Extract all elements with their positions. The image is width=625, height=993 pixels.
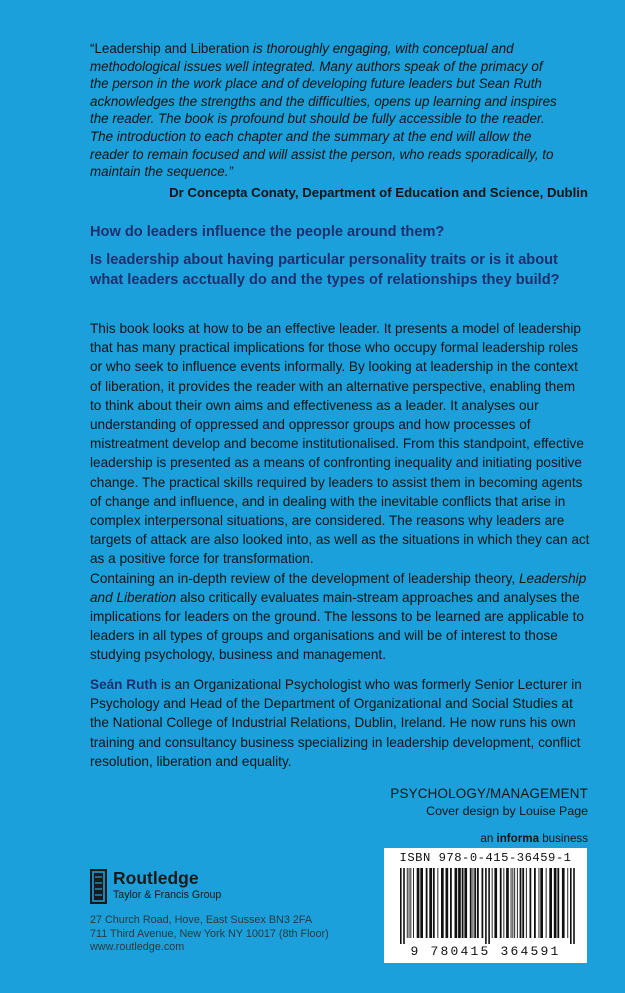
barcode-bar <box>464 868 467 938</box>
barcode-bar <box>413 868 414 938</box>
barcode-bar <box>441 868 444 938</box>
barcode-bar <box>511 868 512 938</box>
address-line: 27 Church Road, Hove, East Sussex BN3 2FA <box>90 914 313 926</box>
barcode-bar <box>403 868 405 944</box>
barcode-bar <box>522 868 524 938</box>
informa-tagline <box>480 832 588 845</box>
barcode-bar <box>409 868 410 938</box>
barcode-bar <box>520 868 522 938</box>
cover-credit: Cover design by Louise Page <box>426 804 588 818</box>
quoted-book-title: Leadership and Liberation <box>94 41 250 56</box>
endorsement-attribution: Dr Concepta Conaty, Department of Education and Science, Dublin <box>169 185 588 200</box>
isbn-barcode <box>384 848 587 963</box>
barcode-bar <box>437 868 438 938</box>
informa-brand: informa <box>496 832 540 845</box>
barcode-bar <box>485 868 487 944</box>
quote-open-mark: “ <box>90 41 95 56</box>
barcode-bar <box>482 868 484 938</box>
description-p2-rest: also critically evaluates main-stream approaches and analyses the implications for leaders on the ground. The lessons to be learned are applicable to leaders in all types of groups and organisations and will be of interest to those studying psychology, business and management. <box>90 589 584 663</box>
barcode-bar <box>539 868 540 938</box>
barcode-bar <box>470 868 472 938</box>
barcode-bar <box>494 868 497 938</box>
barcode-bar <box>573 868 575 944</box>
barcode-bar <box>450 868 452 938</box>
barcode-digits: 9 780415 364591 <box>410 944 561 959</box>
barcode-bar <box>554 868 557 938</box>
barcode-bar <box>567 868 568 938</box>
barcode-bar <box>492 868 493 938</box>
barcode-bar <box>562 868 565 938</box>
address-line: 711 Third Avenue, New York NY 10017 (8th Floor) <box>90 927 329 940</box>
barcode-bar <box>506 868 509 938</box>
barcode-bar <box>540 868 543 938</box>
barcode-bar <box>417 868 420 938</box>
author-bio-text: is an Organizational Psychologist who was formerly Senior Lecturer in Psychology and Head of the Department of Organizational and Social Studies at the National College of Industrial Relations, Dublin, Ireland. He now runs his own training and consultancy business specializing in leadership development, conflict resolution, liberation and equality. <box>90 677 582 769</box>
question-traits: Is leadership about having particular personality traits or is it about what leaders acctually do and the types of relationships they build? <box>90 252 560 288</box>
barcode-bar <box>557 868 559 938</box>
barcode-bar <box>433 868 435 938</box>
barcode-bar <box>488 868 490 944</box>
barcode-bar <box>546 868 547 938</box>
barcode-bar <box>410 868 411 938</box>
barcode-bar <box>570 868 572 944</box>
barcode-bar <box>462 868 464 938</box>
barcode-bar <box>512 868 513 938</box>
book-category: PSYCHOLOGY/MANAGEMENT <box>390 786 588 801</box>
isbn-label: ISBN 978-0-415-36459-1 <box>399 851 572 865</box>
barcode-bar <box>526 868 527 938</box>
author-name: Seán Ruth <box>90 677 158 692</box>
endorsement-quote <box>90 40 560 181</box>
barcode-bar <box>455 868 458 938</box>
description-paragraph-2 <box>90 569 590 665</box>
quote-text: is thoroughly engaging, with conceptual and methodological issues well integrated. Many authors speak of the primacy of the person in the work place and of developing future leaders but Sean Ruth acknowledges the strengths and the difficulties, opens up learning and inspires the reader. The book is profound but should be fully accessible to the reader. The introduction to each chapter and the summary at the end will allow the reader to remain focused and will assist the person, who reads sporadically, to maintain the sequence.” <box>90 41 557 180</box>
barcode-bar <box>458 868 461 938</box>
barcode-bar <box>530 868 532 938</box>
barcode-bar <box>446 868 449 938</box>
barcode-bar <box>503 868 504 938</box>
publisher-group: Taylor & Francis Group <box>113 889 222 901</box>
barcode-bar <box>473 868 474 938</box>
routledge-logo-icon <box>90 869 107 904</box>
description-paragraph-1: This book looks at how to be an effective leader. It presents a model of leadership that has many practical implications for those who occupy formal leadership roles or who seek to influence events informally. By looking at leadership in the context of liberation, it provides the reader with an alternative perspective, enabling them to think about their own aims and effectiveness as a leader. It analyses our understanding of oppressed and oppressor groups and how processes of mistreatment develop and become institutionalised. From this standpoint, effective leadership is presented as a means of confronting inequality and initiating positive change. The practical skills required by leaders to assist them in becoming agents of change and influence, and in dealing with the inevitable conflicts that arise in complex interpersonal situations, are considered. The reasons why leaders are targets of attack are also looked into, as well as the situations in which they can act as a positive force for transformation. <box>90 321 590 567</box>
publisher-address <box>90 914 329 955</box>
barcode-bar <box>426 868 428 938</box>
barcode-bar <box>429 868 432 938</box>
publisher-name: Routledge <box>113 868 199 888</box>
website-link[interactable]: www.routledge.com <box>90 941 185 953</box>
barcode-bar <box>474 868 476 938</box>
description-p2-intro: Containing an in-depth review of the development of leadership theory, <box>90 570 519 586</box>
barcode-bar <box>534 868 536 938</box>
barcode-bars <box>398 868 576 944</box>
barcode-bar <box>517 868 518 938</box>
description-p2-title: Leadership and Liberation <box>90 570 587 605</box>
barcode-bar <box>500 868 502 938</box>
barcode-bar <box>477 868 479 938</box>
barcode-bar <box>420 868 423 938</box>
barcode-bar <box>400 868 402 944</box>
question-influence: How do leaders influence the people around them? <box>90 224 445 240</box>
barcode-bar <box>549 868 552 938</box>
informa-suffix: business <box>539 832 588 845</box>
book-description <box>90 319 590 665</box>
barcode-bar <box>407 868 408 938</box>
informa-prefix: an <box>480 832 497 845</box>
author-bio <box>90 675 590 771</box>
barcode-bar <box>514 868 515 938</box>
